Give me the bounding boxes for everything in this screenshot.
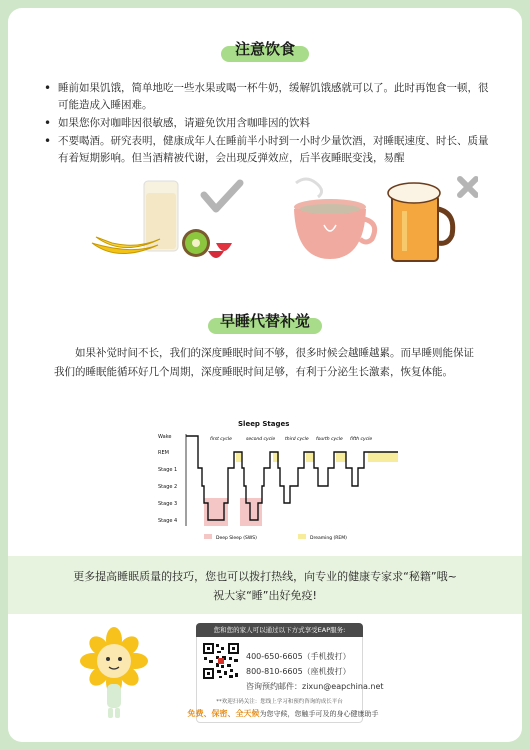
- legend-swatch-rem: [298, 534, 306, 539]
- phone-mobile: 400-650-6605（手机拨打）: [246, 652, 351, 661]
- coffee-cup-icon: [294, 179, 375, 259]
- beer-mug-icon: [388, 183, 453, 261]
- ylabel-stage1: Stage 1: [158, 467, 178, 473]
- qr-code-icon[interactable]: [202, 642, 240, 680]
- nap-paragraph: 如果补觉时间不长，我们的深度睡眠时间不够，很多时候会越睡越累。而早睡则能保证我们的睡眠能循环好几个周期，深度睡眠时间足够，有利于分泌生长激素，恢复体能。: [54, 347, 474, 378]
- chart-title: Sleep Stages: [238, 420, 290, 428]
- free-service-tag: 免费、保密、全天候: [187, 709, 260, 718]
- deep-sleep-region: [240, 498, 262, 526]
- legend-deep: Deep Sleep (SWS): [216, 536, 257, 541]
- phone-landline: 800-810-6605（座机拨打）: [246, 667, 351, 676]
- banner-line-2: 祝大家“睡”出好免疫!: [213, 589, 317, 602]
- cycle-label-4: fourth cycle: [316, 437, 343, 442]
- diet-title: 注意饮食: [234, 40, 295, 58]
- cycle-label-3: third cycle: [285, 437, 309, 442]
- contact-header: 您和您的家人可以通过以下方式享受EAP服务:: [196, 623, 363, 637]
- rem-region: [306, 452, 314, 462]
- cross-mark-icon: [460, 179, 476, 195]
- check-mark-icon: [204, 183, 240, 209]
- page-card: [8, 8, 522, 742]
- legend-swatch-deep: [204, 534, 212, 539]
- sunflower-mascot-icon: [74, 626, 154, 726]
- diet-bullet-1: • 睡前如果饥饿，简单地吃一些水果或喝一杯牛奶，缓解饥饿感就可以了。此时再饱食一顿，很可能造成入睡困难。: [42, 80, 492, 114]
- nap-title: 早睡代替补觉: [219, 312, 310, 330]
- ylabel-stage2: Stage 2: [158, 484, 178, 490]
- tips-banner: [8, 556, 522, 614]
- ylabel-wake: Wake: [158, 434, 172, 440]
- food-illustration: [78, 173, 478, 273]
- milk-glass-icon: [144, 181, 178, 251]
- legend-rem: Dreaming (REM): [310, 536, 347, 541]
- banner-line-1: 更多提高睡眠质量的技巧，您也可以拨打热线，向专业的健康专家求“秘籍”哦~: [73, 570, 457, 583]
- strawberry-icon: [208, 243, 232, 258]
- contact-email[interactable]: 咨询预约邮件：zixun@eapchina.net: [246, 682, 384, 691]
- cycle-label-2: second cycle: [246, 437, 276, 442]
- rem-region: [368, 452, 398, 462]
- cycle-label-5: fifth cycle: [350, 437, 373, 442]
- sleep-stages-svg: [158, 418, 398, 546]
- scan-note: **欢迎扫码关注：您线上学习和预约咨询的成长平台: [216, 699, 343, 705]
- rem-region: [236, 452, 242, 462]
- cycle-label-1: first cycle: [210, 437, 232, 442]
- sleep-stages-chart: [158, 418, 398, 546]
- diet-bullet-2: • 如果您你对咖啡因很敏感，请避免饮用含咖啡因的饮料: [42, 115, 492, 132]
- ylabel-stage4: Stage 4: [158, 518, 178, 524]
- diet-bullets: [42, 80, 492, 168]
- ylabel-stage3: Stage 3: [158, 501, 178, 507]
- diet-bullet-3: • 不要喝酒。研究表明，健康成年人在睡前半小时到一小时少量饮酒，对睡眠速度、时长、质量有着短期影响。但当酒精被代谢，会出现反弹效应，后半夜睡眠变浅，易醒: [42, 133, 492, 167]
- ylabel-rem: REM: [158, 450, 169, 456]
- free-service-text: 为您守候，您触手可及的身心健康助手: [259, 710, 379, 718]
- free-service-line: [168, 708, 398, 719]
- kiwi-icon: [182, 229, 210, 257]
- rem-region: [336, 452, 346, 462]
